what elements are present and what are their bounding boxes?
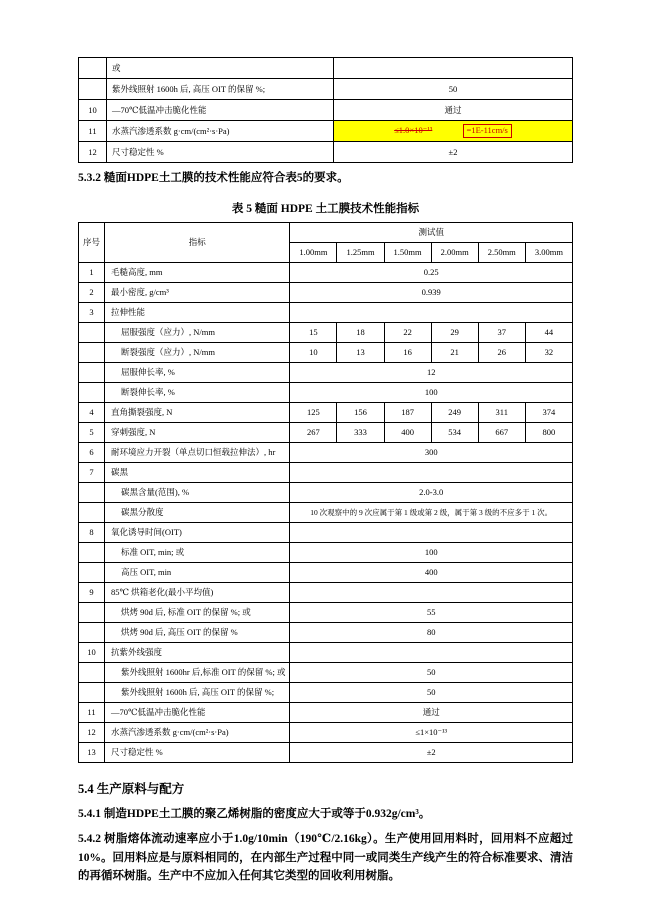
row-value-span: 50: [290, 683, 573, 703]
row-num: [79, 623, 105, 643]
table-row: [79, 543, 573, 563]
header-values: 测试值: [290, 223, 573, 243]
row-value-span: [290, 463, 573, 483]
row-value: 29: [431, 323, 478, 343]
row-value-span: ≤1×10⁻¹³: [290, 723, 573, 743]
row-value-span: 80: [290, 623, 573, 643]
header-thickness: 1.00mm: [290, 243, 337, 263]
row-num: 4: [79, 403, 105, 423]
row-value-span: 400: [290, 563, 573, 583]
row-value-span: 12: [290, 363, 573, 383]
table-row: [79, 58, 573, 79]
row-label: 烘烤 90d 后, 高压 OIT 的保留 %: [105, 623, 290, 643]
row-num: 13: [79, 743, 105, 763]
row-value: 374: [525, 403, 572, 423]
row-value-span: 0.25: [290, 263, 573, 283]
row-value-span: [290, 583, 573, 603]
row-value: 10: [290, 343, 337, 363]
row-value-span: 55: [290, 603, 573, 623]
annotation-note: =1E-11cm/s: [463, 124, 512, 137]
row-num: [79, 663, 105, 683]
table-row: [79, 663, 573, 683]
row-label: 尺寸稳定性 %: [105, 743, 290, 763]
table-row: [79, 423, 573, 443]
row-value-span: 0.939: [290, 283, 573, 303]
row-value-span: 2.0-3.0: [290, 483, 573, 503]
row-num: [79, 79, 107, 100]
row-num: 10: [79, 100, 107, 121]
row-value-span: 300: [290, 443, 573, 463]
struck-value: ≤1.0×10⁻¹³: [394, 125, 433, 136]
row-num: [79, 563, 105, 583]
row-value: 534: [431, 423, 478, 443]
row-num: [79, 543, 105, 563]
table-row: [79, 483, 573, 503]
row-label: 毛糙高度, mm: [105, 263, 290, 283]
row-label: 标准 OIT, min; 或: [105, 543, 290, 563]
row-value-span: ±2: [290, 743, 573, 763]
row-num: [79, 603, 105, 623]
row-value: 通过: [334, 100, 573, 121]
section-542-paragraph: 5.4.2 树脂熔体流动速率应小于1.0g/10min（190℃/2.16kg）。生产使用回用料时，回用料不应超过10%。回用料应是与原料相同的，在内部生产过程中同一或同类生产线产生的符合标准要求、清洁的再循环树脂。生产中不应加入任何其它类型的回收利用树脂。: [78, 832, 573, 883]
row-num: [79, 363, 105, 383]
row-value-annotated: [334, 121, 573, 142]
row-label: 氧化诱导时间(OIT): [105, 523, 290, 543]
row-label: 屈服强度（应力）, N/mm: [105, 323, 290, 343]
page-content: [78, 57, 573, 892]
row-value: [334, 58, 573, 79]
row-value: 16: [384, 343, 431, 363]
row-label: 紫外线照射 1600h 后, 高压 OIT 的保留 %;: [105, 683, 290, 703]
row-value: 400: [384, 423, 431, 443]
table-row: [79, 79, 573, 100]
row-value: 37: [478, 323, 525, 343]
row-value-span: 100: [290, 543, 573, 563]
row-label: 烘烤 90d 后, 标准 OIT 的保留 %; 或: [105, 603, 290, 623]
row-label: 紫外线照射 1600h 后, 高压 OIT 的保留 %;: [107, 79, 334, 100]
table-row: [79, 323, 573, 343]
row-value-span: 50: [290, 663, 573, 683]
table-row: [79, 523, 573, 543]
table-row: [79, 503, 573, 523]
row-num: 12: [79, 723, 105, 743]
row-label: 拉伸性能: [105, 303, 290, 323]
row-num: [79, 323, 105, 343]
top-partial-table: [78, 57, 573, 163]
row-value: ±2: [334, 142, 573, 163]
row-label: 水蒸汽渗透系数 g·cm/(cm²·s·Pa): [105, 723, 290, 743]
row-value: 32: [525, 343, 572, 363]
row-value: 18: [337, 323, 384, 343]
table5-body: [79, 263, 573, 763]
row-num: 5: [79, 423, 105, 443]
table-row: [79, 403, 573, 423]
row-num: 2: [79, 283, 105, 303]
row-value: 22: [384, 323, 431, 343]
row-num: 7: [79, 463, 105, 483]
row-label: 穿刺强度, N: [105, 423, 290, 443]
row-label: 碳黑: [105, 463, 290, 483]
table-row: [79, 343, 573, 363]
header-thickness: 1.25mm: [337, 243, 384, 263]
header-thickness: 2.50mm: [478, 243, 525, 263]
table-row: [79, 603, 573, 623]
row-value-span: [290, 643, 573, 663]
table-row: [79, 363, 573, 383]
table5-header-row-1: [79, 223, 573, 243]
row-num: 6: [79, 443, 105, 463]
row-label: —70℃低温冲击脆化性能: [107, 100, 334, 121]
row-label: 断裂伸长率, %: [105, 383, 290, 403]
row-num: 12: [79, 142, 107, 163]
row-label: 碳黑分散度: [105, 503, 290, 523]
row-label: 断裂强度（应力）, N/mm: [105, 343, 290, 363]
row-value: 15: [290, 323, 337, 343]
row-value: 311: [478, 403, 525, 423]
table-row: [79, 583, 573, 603]
row-num: 9: [79, 583, 105, 603]
row-value: 50: [334, 79, 573, 100]
row-value: 333: [337, 423, 384, 443]
row-label: 碳黑含量(范围), %: [105, 483, 290, 503]
row-label: 水蒸汽渗透系数 g·cm/(cm²·s·Pa): [107, 121, 334, 142]
row-value: 156: [337, 403, 384, 423]
header-thickness: 1.50mm: [384, 243, 431, 263]
header-index: 序号: [79, 223, 105, 263]
row-num: [79, 503, 105, 523]
row-value: 26: [478, 343, 525, 363]
row-value: 125: [290, 403, 337, 423]
row-value-span: 10 次观察中的 9 次应属于第 1 级或第 2 级，属于第 3 级的不应多于 1 次。: [290, 503, 573, 523]
row-label: 屈服伸长率, %: [105, 363, 290, 383]
table-row: [79, 100, 573, 121]
table-row: [79, 443, 573, 463]
row-value-span: [290, 523, 573, 543]
table-row: [79, 623, 573, 643]
header-thickness: 2.00mm: [431, 243, 478, 263]
row-label: 最小密度, g/cm³: [105, 283, 290, 303]
section-541-paragraph: 5.4.1 制造HDPE土工膜的聚乙烯树脂的密度应大于或等于0.932g/cm³。: [78, 808, 431, 821]
row-value: 187: [384, 403, 431, 423]
header-thickness: 3.00mm: [525, 243, 572, 263]
table-row: [79, 563, 573, 583]
row-label: 耐环境应力开裂（单点切口恒载拉伸法）, hr: [105, 443, 290, 463]
table-row: [79, 643, 573, 663]
row-label: 高压 OIT, min: [105, 563, 290, 583]
row-num: [79, 483, 105, 503]
table-row: [79, 142, 573, 163]
section-532-paragraph: 5.3.2 糙面HDPE土工膜的技术性能应符合表5的要求。: [78, 172, 349, 184]
row-num: 3: [79, 303, 105, 323]
row-label: 抗紫外线强度: [105, 643, 290, 663]
row-num: 11: [79, 121, 107, 142]
table-row: [79, 383, 573, 403]
row-label: 尺寸稳定性 %: [107, 142, 334, 163]
table-row-highlighted: [79, 121, 573, 142]
row-num: 1: [79, 263, 105, 283]
header-name: 指标: [105, 223, 290, 263]
row-num: [79, 383, 105, 403]
table-row: [79, 263, 573, 283]
table5-caption: 表 5 糙面 HDPE 土工膜技术性能指标: [231, 203, 420, 216]
row-value: 667: [478, 423, 525, 443]
row-label: 或: [107, 58, 334, 79]
table-row: [79, 463, 573, 483]
row-num: [79, 58, 107, 79]
table-row: [79, 283, 573, 303]
table5: [78, 222, 573, 763]
row-num: 11: [79, 703, 105, 723]
row-label: 直角撕裂强度, N: [105, 403, 290, 423]
table-row: [79, 743, 573, 763]
row-num: 8: [79, 523, 105, 543]
row-value: 267: [290, 423, 337, 443]
row-label: 紫外线照射 1600hr 后,标准 OIT 的保留 %; 或: [105, 663, 290, 683]
section-54-title: 5.4 生产原料与配方: [78, 782, 185, 797]
table-row: [79, 303, 573, 323]
row-label: —70℃低温冲击脆化性能: [105, 703, 290, 723]
row-num: [79, 343, 105, 363]
table-row: [79, 683, 573, 703]
row-value-span: 通过: [290, 703, 573, 723]
table-row: [79, 723, 573, 743]
table-row: [79, 703, 573, 723]
row-value: 800: [525, 423, 572, 443]
row-value: 21: [431, 343, 478, 363]
row-value: 44: [525, 323, 572, 343]
row-num: 10: [79, 643, 105, 663]
row-label: 85℃ 烘箱老化(最小平均值): [105, 583, 290, 603]
row-value: 13: [337, 343, 384, 363]
row-value-span: [290, 303, 573, 323]
row-value-span: 100: [290, 383, 573, 403]
row-value: 249: [431, 403, 478, 423]
row-num: [79, 683, 105, 703]
